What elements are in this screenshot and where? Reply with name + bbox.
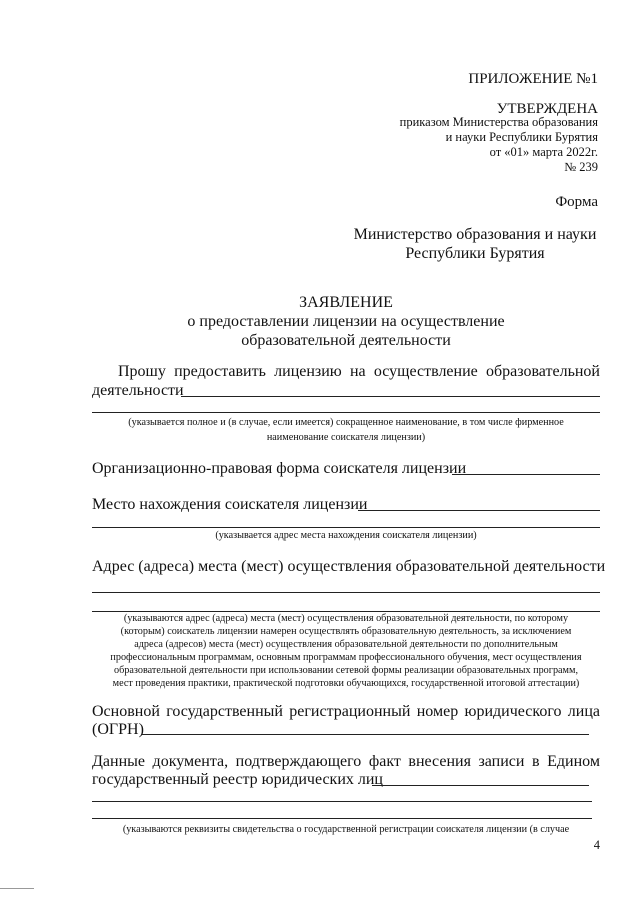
org-form-label: Организационно-правовая форма соискателя лицензии (92, 460, 467, 477)
egrul-word: внесения (408, 753, 471, 770)
request-word: предоставить (174, 363, 266, 380)
request-line-1 (118, 362, 600, 382)
address-field[interactable] (92, 592, 600, 593)
approval-line: и науки Республики Бурятия (445, 130, 598, 144)
field-note: (которым) соискатель лицензии намерен осуществлять образовательную деятельность, за исключением (120, 626, 572, 637)
ogrn-word: государственный (166, 703, 283, 720)
field-note: профессиональным программам, основным программам профессионального обучения, мест осуществления (110, 652, 582, 663)
field-note: (указываются реквизиты свидетельства о государственной регистрации соискателя лицензии (в случае (122, 824, 570, 835)
field-note: образовательной деятельности при использовании сетевой формы реализации образовательных программ, (114, 665, 578, 676)
recipient-line: Республики Бурятия (405, 245, 545, 262)
location-field[interactable] (358, 510, 600, 511)
field-note: (указывается адрес места нахождения соискателя лицензии) (215, 530, 477, 541)
egrul-field-3[interactable] (92, 818, 592, 819)
egrul-line-2: государственный реестр юридических лиц (92, 771, 383, 788)
field-note: мест проведения практики, практической подготовки обучающихся, государственной итоговой аттестации) (112, 678, 580, 689)
egrul-word: в (532, 753, 540, 770)
organization-name-field[interactable] (181, 396, 600, 397)
field-note: наименование соискателя лицензии) (266, 432, 426, 443)
organization-name-field-2[interactable] (92, 412, 600, 413)
document-subtitle: образовательной деятельности (241, 332, 451, 349)
field-note: (указываются адрес (адреса) места (мест) осуществления образовательной деятельности, по которому (123, 613, 569, 624)
egrul-word: факт (368, 753, 401, 770)
request-word: на (349, 363, 366, 380)
page-number: 4 (593, 838, 600, 852)
field-note: (указывается полное и (в случае, если имеется) сокращенное наименование, в том числе фирменное (128, 417, 564, 428)
egrul-line-1 (92, 752, 600, 772)
ogrn-word: юридического (464, 703, 562, 720)
org-form-field[interactable] (452, 474, 600, 475)
request-word: лицензию (274, 363, 342, 380)
egrul-field[interactable] (372, 785, 589, 786)
egrul-word: Едином (547, 753, 600, 770)
ogrn-word: номер (416, 703, 459, 720)
request-word: Прошу (118, 363, 166, 380)
recipient-line: Министерство образования и науки (353, 226, 597, 243)
request-word: образовательной (485, 363, 600, 380)
form-label: Форма (555, 194, 598, 210)
approval-line: приказом Министерства образования (399, 115, 598, 129)
approval-title: УТВЕРЖДЕНА (496, 101, 598, 117)
ogrn-label: (ОГРН) (92, 721, 144, 738)
location-label: Место нахождения соискателя лицензии (92, 496, 368, 513)
egrul-word: подтверждающего (235, 753, 362, 770)
ogrn-word: регистрационный (289, 703, 411, 720)
ogrn-line-1 (92, 702, 600, 722)
egrul-word: документа, (152, 753, 229, 770)
egrul-field-2[interactable] (92, 801, 592, 802)
document-title: ЗАЯВЛЕНИЕ (299, 294, 393, 311)
egrul-word: записи (478, 753, 525, 770)
scan-edge-mark (0, 888, 34, 889)
field-note: адреса (адресов) места (мест) осуществления образовательной деятельности по дополнительным (134, 639, 558, 650)
egrul-word: Данные (92, 753, 145, 770)
approval-number: № 239 (564, 160, 598, 174)
address-label: Адрес (адреса) места (мест) осуществления образовательной деятельности (92, 558, 606, 575)
request-line-2: деятельности (92, 382, 184, 399)
approval-line: от «01» марта 2022г. (489, 145, 598, 159)
ogrn-word: лица (567, 703, 600, 720)
request-word: осуществление (373, 363, 478, 380)
location-field-2[interactable] (92, 527, 600, 528)
document-subtitle: о предоставлении лицензии на осуществление (187, 313, 505, 330)
appendix-label: ПРИЛОЖЕНИЕ №1 (468, 71, 598, 87)
ogrn-field[interactable] (141, 734, 589, 735)
ogrn-word: Основной (92, 703, 160, 720)
